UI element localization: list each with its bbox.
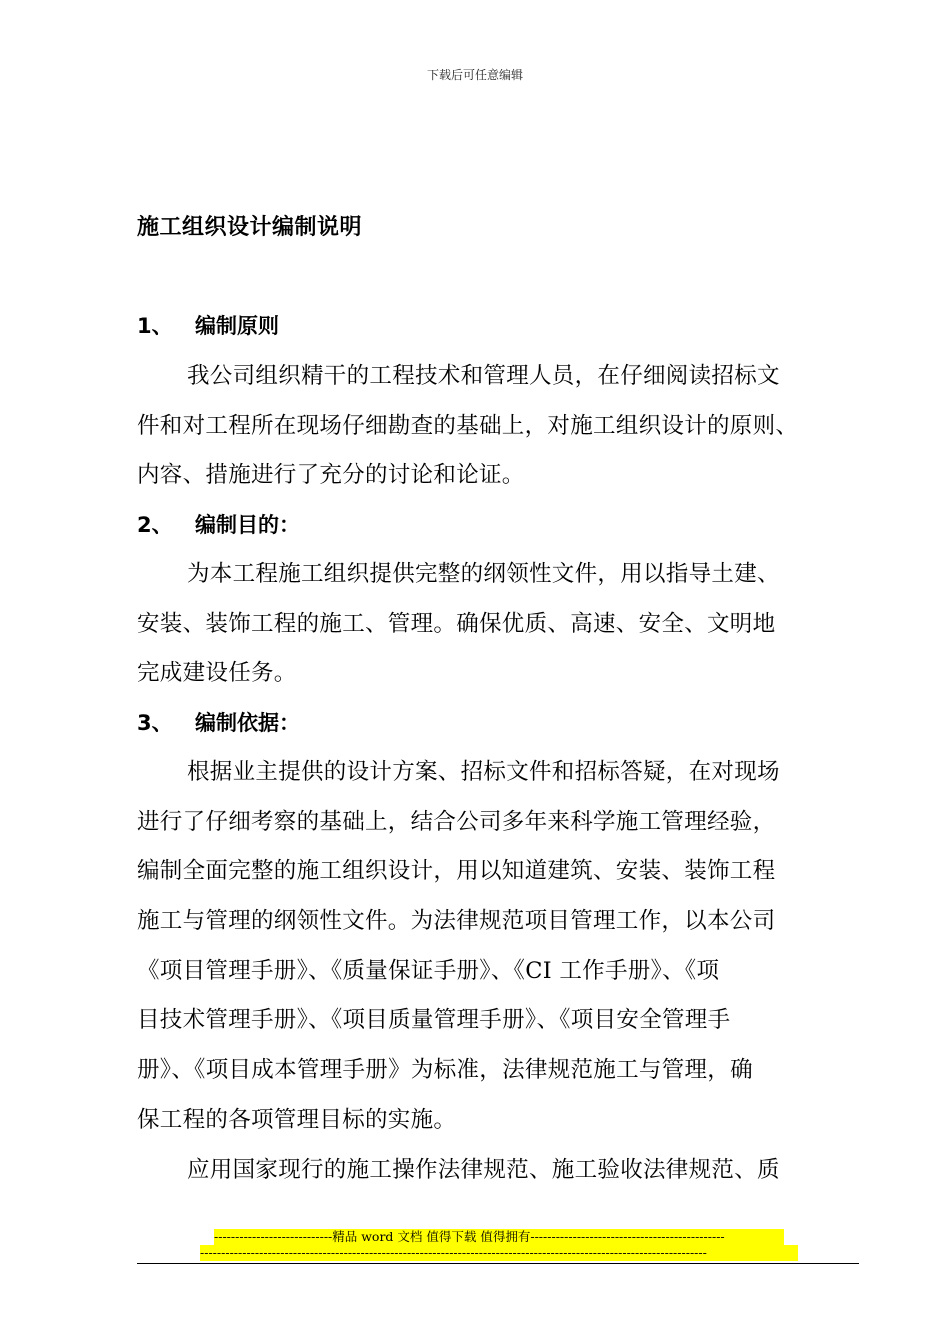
paragraph-line: 编制全面完整的施工组织设计，用以知道建筑、安装、装饰工程 [137,858,776,885]
section-3-heading [137,708,300,738]
paragraph-line: 施工与管理的纲领性文件。为法律规范项目管理工作，以本公司 [137,908,776,935]
header-note: 下载后可任意编辑 [426,68,523,82]
section-1-body [137,352,859,501]
section-number: 1、 [137,314,173,338]
paragraph-line: 保工程的各项管理目标的实施。 [137,1106,457,1133]
paragraph-line: 安装、装饰工程的施工、管理。确保优质、高速、安全、文明地 [137,610,776,637]
section-title: 编制目的： [195,513,300,537]
section-3-body [137,748,859,1195]
paragraph-line: 根据业主提供的设计方案、招标文件和招标答疑，在对现场 [187,759,780,785]
section-2-heading [137,510,300,540]
section-1-heading [137,311,279,341]
bottom-divider [137,1263,859,1264]
section-number: 2、 [137,513,173,537]
section-title: 编制原则 [195,314,279,338]
paragraph-line: 件和对工程所在现场仔细勘查的基础上，对施工组织设计的原则、 [137,412,799,439]
paragraph-line: 为本工程施工组织提供完整的纲领性文件，用以指导土建、 [187,561,780,587]
section-2-body [137,550,859,699]
paragraph-line: 内容、措施进行了充分的讨论和论证。 [137,462,525,489]
paragraph-line: 册》、《项目成本管理手册》为标准，法律规范施工与管理，确 [137,1057,753,1084]
paragraph-line: 《项目管理手册》、《质量保证手册》、《CI 工作手册》、《项 [137,957,720,984]
section-number: 3、 [137,711,173,735]
paragraph-line: 目技术管理手册》、《项目质量管理手册》、《项目安全管理手 [137,1007,731,1034]
paragraph-line: 完成建设任务。 [137,660,297,687]
paragraph-line: 应用国家现行的施工操作法律规范、施工验收法律规范、质 [187,1156,780,1183]
section-title: 编制依据： [195,711,300,735]
paragraph-line: 进行了仔细考察的基础上，结合公司多年来科学施工管理经验， [137,808,776,835]
paragraph-line: 我公司组织精干的工程技术和管理人员，在仔细阅读招标文 [187,363,780,389]
footer-banner-line-1: ----------------------------精品 word 文档 值得下载 值得拥有---------------------------------------------- [214,1229,784,1245]
document-title: 施工组织设计编制说明 [137,215,363,240]
footer-banner-line-2: ------------------------------------------------------------------------------------------------------------------------ [200,1245,798,1261]
